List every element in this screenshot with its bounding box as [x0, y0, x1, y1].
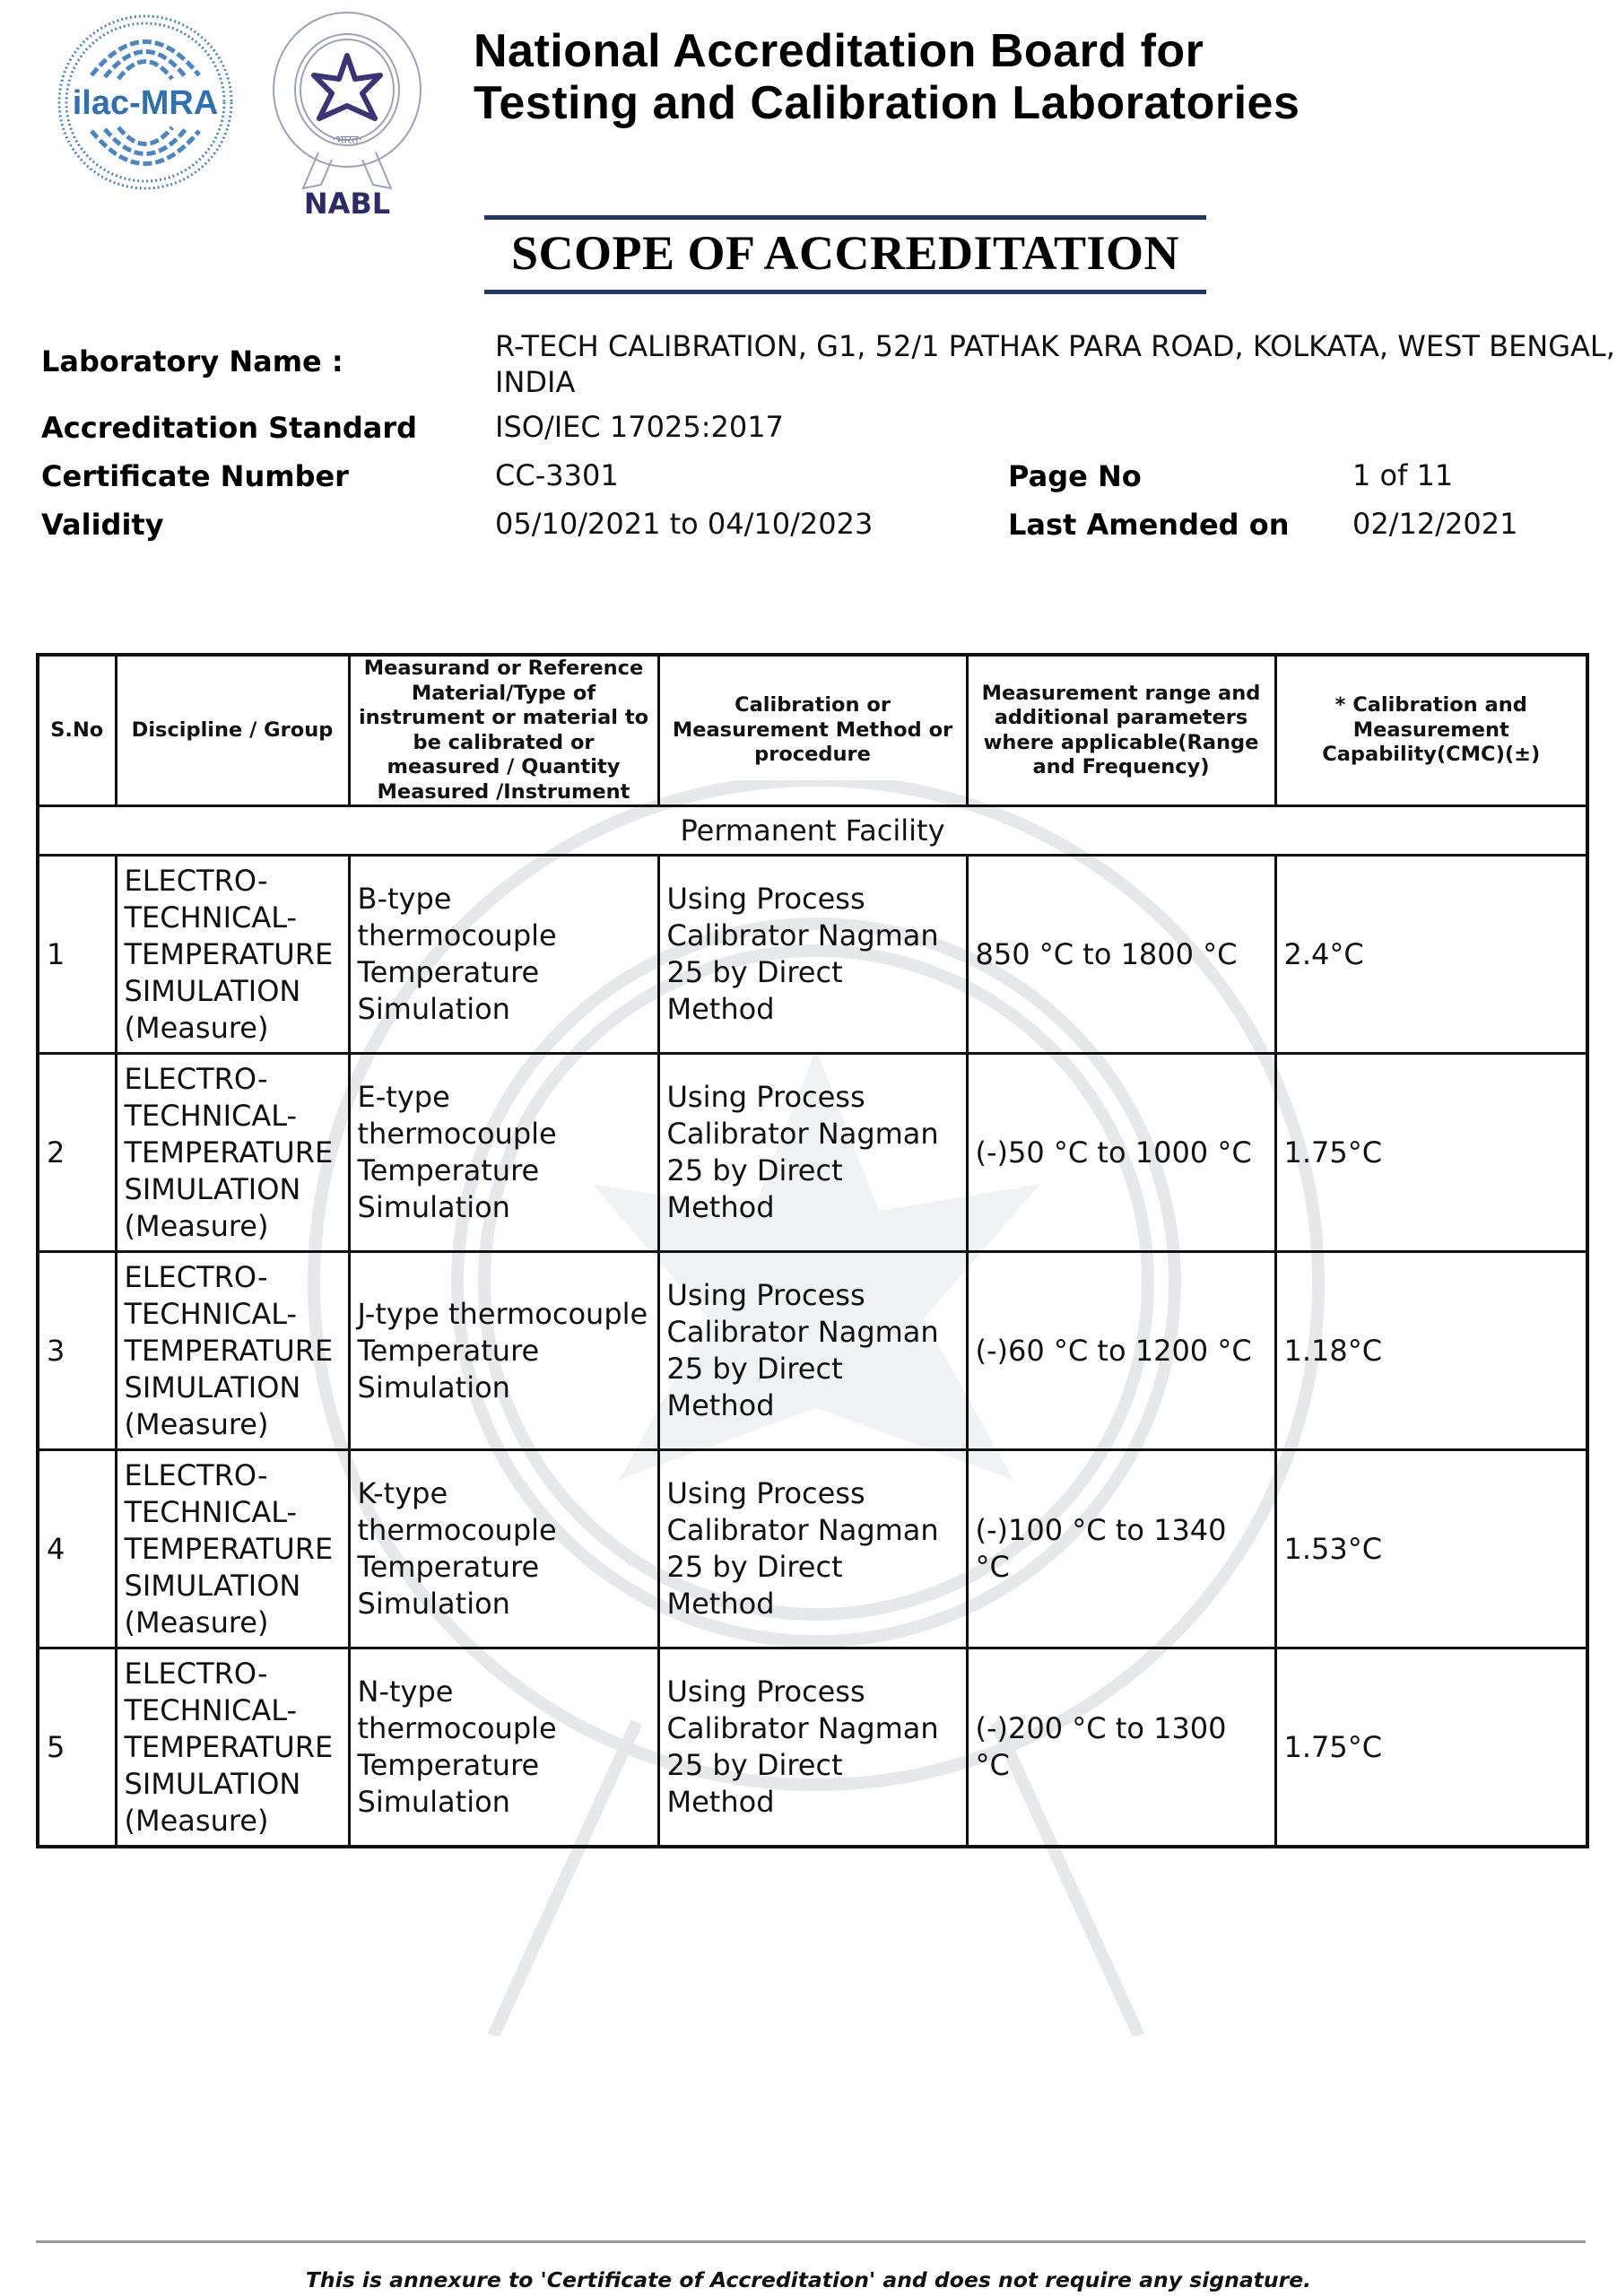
cell-measurand	[349, 856, 658, 1054]
cell-sno: 4	[38, 1450, 116, 1648]
accreditation-standard-label: Accreditation Standard	[41, 411, 418, 445]
table-row	[38, 1450, 1587, 1648]
cell-line: Calibrator Nagman	[666, 918, 939, 952]
certificate-number-label: Certificate Number	[41, 459, 349, 493]
column-header-method: Calibration or Measurement Method or procedure	[658, 655, 967, 806]
cell-line: E-type thermocouple	[357, 1080, 557, 1151]
cell-sno: 3	[38, 1252, 116, 1450]
cell-line: Calibrator Nagman	[666, 1315, 939, 1349]
cell-discipline	[116, 1648, 349, 1848]
page-title: SCOPE OF ACCREDITATION	[510, 226, 1180, 280]
cell-measurand	[349, 1252, 658, 1450]
cell-line: TEMPERATURE	[124, 936, 334, 971]
cell-measurand	[349, 1054, 658, 1252]
cell-line: TEMPERATURE	[124, 1531, 334, 1566]
footer-divider	[36, 2240, 1586, 2243]
cell-line: SIMULATION	[124, 1370, 301, 1405]
cell-range: (-)60 °C to 1200 °C	[967, 1252, 1275, 1450]
cell-line: (Measure)	[124, 1208, 269, 1243]
section-row	[38, 806, 1587, 856]
cell-line: Temperature	[357, 1333, 540, 1368]
ilac-mra-emblem-icon	[56, 13, 235, 192]
column-header-discipline: Discipline / Group	[116, 655, 349, 806]
column-header-measurand: Measurand or Reference Material/Type of instrument or material to be calibrated or measured / Quantity Measured /Instrument	[349, 655, 658, 806]
cell-discipline	[116, 856, 349, 1054]
scope-heading-block	[484, 215, 1206, 294]
cell-line: 25 by Direct Method	[666, 955, 843, 1026]
cell-line: 25 by Direct Method	[666, 1550, 843, 1621]
cell-line: SIMULATION	[124, 1766, 301, 1801]
cell-line: TECHNICAL-	[124, 1296, 298, 1331]
lab-name-line-1: R-TECH CALIBRATION, G1, 52/1 PATHAK PARA ROAD, KOLKATA, WEST BENGAL,	[495, 329, 1615, 363]
cell-range: 850 °C to 1800 °C	[967, 856, 1275, 1054]
cell-line: Calibrator Nagman	[666, 1711, 939, 1745]
table-row	[38, 856, 1587, 1054]
page-number-value: 1 of 11	[1352, 458, 1454, 492]
cell-measurand	[349, 1648, 658, 1848]
column-header-sno: S.No	[38, 655, 116, 806]
cell-line: Calibrator Nagman	[666, 1513, 939, 1547]
last-amended-value: 02/12/2021	[1352, 507, 1518, 541]
cell-method	[658, 856, 967, 1054]
table-row	[38, 1054, 1587, 1252]
table-header-row	[38, 655, 1587, 806]
organization-title-line-1: National Accreditation Board for	[474, 25, 1204, 77]
scope-top-rule	[484, 215, 1206, 220]
cell-line: B-type thermocouple	[357, 882, 557, 952]
cell-discipline	[116, 1252, 349, 1450]
cell-line: (Measure)	[124, 1605, 269, 1639]
scope-bottom-rule	[484, 290, 1206, 294]
nabl-emblem-icon	[269, 9, 426, 220]
organization-title	[474, 25, 1300, 129]
cell-line: (Measure)	[124, 1010, 269, 1045]
certificate-number-value: CC-3301	[495, 458, 619, 492]
cell-line: Calibrator Nagman	[666, 1117, 939, 1151]
cell-cmc: 1.53°C	[1275, 1450, 1587, 1648]
table-row	[38, 1252, 1587, 1450]
cell-line: Using Process	[666, 882, 865, 916]
lab-name-line-2: INDIA	[495, 365, 576, 399]
cell-range: (-)50 °C to 1000 °C	[967, 1054, 1275, 1252]
cell-line: thermocouple	[357, 1711, 557, 1745]
organization-title-line-2: Testing and Calibration Laboratories	[474, 77, 1300, 129]
cell-line: Using Process	[666, 1674, 865, 1709]
cell-cmc: 1.75°C	[1275, 1648, 1587, 1848]
cell-line: 25 by Direct Method	[666, 1352, 843, 1422]
cell-line: SIMULATION	[124, 1171, 301, 1206]
cell-line: TEMPERATURE	[124, 1729, 334, 1764]
page-number-label: Page No	[1008, 459, 1142, 493]
cell-method	[658, 1648, 967, 1848]
cell-method	[658, 1054, 967, 1252]
cell-line: ELECTRO-	[124, 1259, 268, 1294]
cell-line: TEMPERATURE	[124, 1333, 334, 1368]
cell-line: Simulation	[357, 992, 510, 1026]
cell-line: ELECTRO-	[124, 1457, 268, 1492]
cell-sno: 1	[38, 856, 116, 1054]
svg-text:·भारत·: ·भारत·	[332, 134, 362, 147]
section-label-permanent-facility: Permanent Facility	[38, 806, 1587, 856]
svg-text:ilac-MRA: ilac-MRA	[72, 84, 219, 122]
validity-label: Validity	[41, 508, 164, 542]
cell-line: Simulation	[357, 1190, 510, 1224]
cell-line: SIMULATION	[124, 973, 301, 1008]
cell-line: Temperature	[357, 1550, 540, 1584]
cell-line: TEMPERATURE	[124, 1135, 334, 1170]
cell-sno: 2	[38, 1054, 116, 1252]
nabl-logo	[269, 9, 426, 220]
cell-line: (Measure)	[124, 1406, 269, 1441]
cell-line: Simulation	[357, 1785, 510, 1819]
accreditation-standard-value: ISO/IEC 17025:2017	[495, 410, 784, 444]
cell-line: ELECTRO-	[124, 1656, 268, 1691]
cell-range: (-)200 °C to 1300 °C	[967, 1648, 1275, 1848]
column-header-range: Measurement range and additional parameters where applicable(Range and Frequency)	[967, 655, 1275, 806]
cell-line: TECHNICAL-	[124, 1494, 298, 1529]
cell-line: Temperature	[357, 1153, 540, 1187]
cell-line: Using Process	[666, 1476, 865, 1510]
cell-method	[658, 1252, 967, 1450]
cell-line: TECHNICAL-	[124, 900, 298, 935]
ilac-mra-logo	[56, 13, 235, 192]
cell-cmc: 2.4°C	[1275, 856, 1587, 1054]
cell-discipline	[116, 1450, 349, 1648]
cell-sno: 5	[38, 1648, 116, 1848]
cell-discipline	[116, 1054, 349, 1252]
cell-line: N-type	[357, 1674, 454, 1709]
cell-line: (Measure)	[124, 1803, 269, 1838]
cell-range: (-)100 °C to 1340 °C	[967, 1450, 1275, 1648]
cell-line: Temperature	[357, 955, 540, 989]
cell-line: K-type thermocouple	[357, 1476, 557, 1547]
cell-line: J-type thermocouple	[357, 1296, 648, 1331]
footer-note: This is annexure to 'Certificate of Accreditation' and does not require any signature.	[305, 2267, 1312, 2292]
cell-line: TECHNICAL-	[124, 1692, 298, 1727]
lab-name-value	[495, 328, 1615, 400]
last-amended-label: Last Amended on	[1008, 508, 1290, 542]
cell-method	[658, 1450, 967, 1648]
scope-table	[36, 653, 1589, 1848]
cell-cmc: 1.75°C	[1275, 1054, 1587, 1252]
cell-cmc: 1.18°C	[1275, 1252, 1587, 1450]
cell-line: Using Process	[666, 1278, 865, 1312]
cell-line: TECHNICAL-	[124, 1098, 298, 1133]
cell-line: 25 by Direct Method	[666, 1748, 843, 1819]
cell-line: ELECTRO-	[124, 1061, 268, 1096]
cell-line: Simulation	[357, 1370, 510, 1405]
cell-measurand	[349, 1450, 658, 1648]
cell-line: Simulation	[357, 1587, 510, 1621]
cell-line: Using Process	[666, 1080, 865, 1114]
cell-line: 25 by Direct Method	[666, 1153, 843, 1224]
cell-line: SIMULATION	[124, 1568, 301, 1603]
table-row	[38, 1648, 1587, 1848]
svg-text:NABL: NABL	[303, 187, 391, 220]
validity-value: 05/10/2021 to 04/10/2023	[495, 507, 874, 541]
cell-line: Temperature	[357, 1748, 540, 1782]
lab-name-label: Laboratory Name :	[41, 344, 343, 378]
column-header-cmc: * Calibration and Measurement Capability(CMC)(±)	[1275, 655, 1587, 806]
cell-line: ELECTRO-	[124, 863, 268, 898]
